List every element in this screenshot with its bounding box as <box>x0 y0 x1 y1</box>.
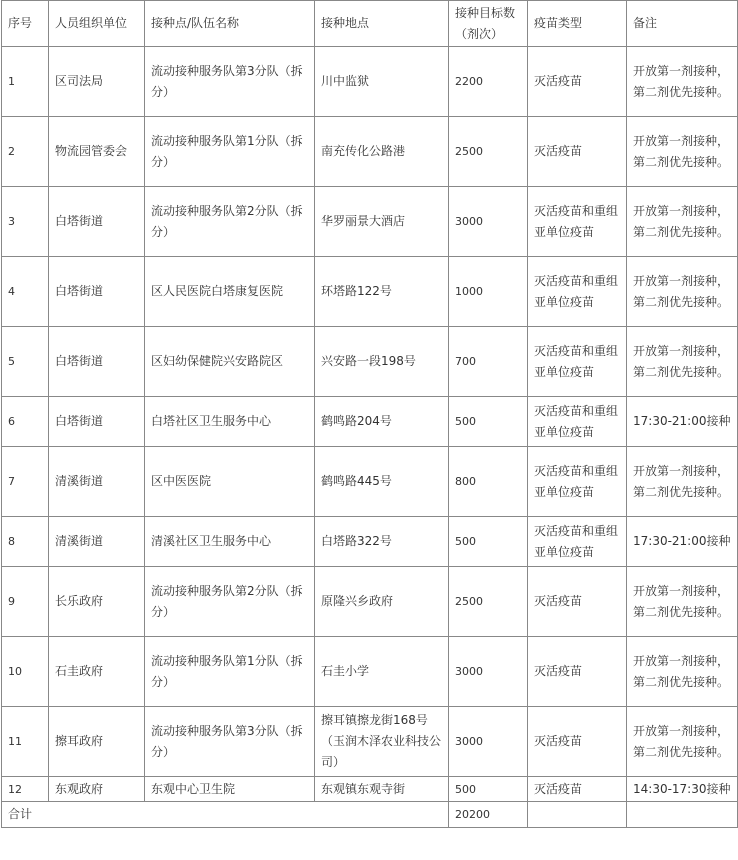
cell-site: 流动接种服务队第1分队（拆分） <box>145 117 315 187</box>
cell-site: 区人民医院白塔康复医院 <box>145 257 315 327</box>
cell-org: 白塔街道 <box>49 257 145 327</box>
cell-target: 500 <box>449 397 528 447</box>
cell-vaccine: 灭活疫苗和重组亚单位疫苗 <box>528 397 627 447</box>
cell-vaccine: 灭活疫苗和重组亚单位疫苗 <box>528 257 627 327</box>
cell-site: 区妇幼保健院兴安路院区 <box>145 327 315 397</box>
cell-remark: 开放第一剂接种，第二剂优先接种。 <box>627 707 738 777</box>
header-cell-vaccine: 疫苗类型 <box>528 1 627 47</box>
cell-remark: 开放第一剂接种，第二剂优先接种。 <box>627 637 738 707</box>
cell-site: 流动接种服务队第2分队（拆分） <box>145 187 315 257</box>
cell-vaccine: 灭活疫苗和重组亚单位疫苗 <box>528 517 627 567</box>
total-row <box>2 802 738 828</box>
header-cell-target: 接种目标数（剂次） <box>449 1 528 47</box>
table-row <box>2 257 738 327</box>
cell-location: 白塔路322号 <box>315 517 449 567</box>
table-row <box>2 47 738 117</box>
cell-site: 白塔社区卫生服务中心 <box>145 397 315 447</box>
cell-vaccine: 灭活疫苗 <box>528 47 627 117</box>
cell-remark: 开放第一剂接种，第二剂优先接种。 <box>627 327 738 397</box>
cell-remark: 17:30-21:00接种 <box>627 397 738 447</box>
cell-vaccine: 灭活疫苗 <box>528 637 627 707</box>
total-label: 合计 <box>2 802 449 828</box>
cell-remark: 17:30-21:00接种 <box>627 517 738 567</box>
cell-target: 3000 <box>449 707 528 777</box>
cell-vaccine: 灭活疫苗和重组亚单位疫苗 <box>528 327 627 397</box>
cell-remark: 14:30-17:30接种 <box>627 777 738 802</box>
cell-index: 8 <box>2 517 49 567</box>
cell-org: 清溪街道 <box>49 517 145 567</box>
cell-location: 鹤鸣路445号 <box>315 447 449 517</box>
table-row <box>2 447 738 517</box>
cell-target: 500 <box>449 777 528 802</box>
cell-target: 800 <box>449 447 528 517</box>
cell-target: 2500 <box>449 567 528 637</box>
cell-location: 石圭小学 <box>315 637 449 707</box>
cell-site: 流动接种服务队第3分队（拆分） <box>145 707 315 777</box>
cell-location: 川中监狱 <box>315 47 449 117</box>
cell-location: 原隆兴乡政府 <box>315 567 449 637</box>
cell-org: 东观政府 <box>49 777 145 802</box>
table-row <box>2 637 738 707</box>
cell-index: 10 <box>2 637 49 707</box>
cell-location: 华罗丽景大酒店 <box>315 187 449 257</box>
cell-org: 白塔街道 <box>49 327 145 397</box>
header-cell-site: 接种点/队伍名称 <box>145 1 315 47</box>
cell-vaccine: 灭活疫苗和重组亚单位疫苗 <box>528 447 627 517</box>
cell-index: 5 <box>2 327 49 397</box>
cell-index: 12 <box>2 777 49 802</box>
cell-target: 2500 <box>449 117 528 187</box>
table-row <box>2 117 738 187</box>
cell-target: 1000 <box>449 257 528 327</box>
cell-location: 环塔路122号 <box>315 257 449 327</box>
cell-org: 石圭政府 <box>49 637 145 707</box>
cell-location: 东观镇东观寺街 <box>315 777 449 802</box>
table-row <box>2 517 738 567</box>
total-empty-cell <box>528 802 627 828</box>
cell-remark: 开放第一剂接种，第二剂优先接种。 <box>627 47 738 117</box>
cell-location: 兴安路一段198号 <box>315 327 449 397</box>
header-cell-location: 接种地点 <box>315 1 449 47</box>
cell-index: 1 <box>2 47 49 117</box>
cell-index: 2 <box>2 117 49 187</box>
cell-index: 4 <box>2 257 49 327</box>
cell-target: 500 <box>449 517 528 567</box>
cell-target: 3000 <box>449 637 528 707</box>
cell-location: 擦耳镇擦龙街168号（玉润木泽农业科技公司） <box>315 707 449 777</box>
table-row <box>2 707 738 777</box>
cell-index: 9 <box>2 567 49 637</box>
header-cell-org: 人员组织单位 <box>49 1 145 47</box>
cell-remark: 开放第一剂接种，第二剂优先接种。 <box>627 257 738 327</box>
cell-org: 擦耳政府 <box>49 707 145 777</box>
cell-site: 流动接种服务队第3分队（拆分） <box>145 47 315 117</box>
cell-site: 清溪社区卫生服务中心 <box>145 517 315 567</box>
cell-vaccine: 灭活疫苗和重组亚单位疫苗 <box>528 187 627 257</box>
cell-org: 白塔街道 <box>49 397 145 447</box>
total-value: 20200 <box>449 802 528 828</box>
cell-vaccine: 灭活疫苗 <box>528 567 627 637</box>
cell-location: 鹤鸣路204号 <box>315 397 449 447</box>
table-row <box>2 777 738 802</box>
vaccination-table <box>1 0 738 828</box>
cell-vaccine: 灭活疫苗 <box>528 777 627 802</box>
table-row <box>2 187 738 257</box>
cell-site: 东观中心卫生院 <box>145 777 315 802</box>
table-row <box>2 397 738 447</box>
cell-site: 流动接种服务队第2分队（拆分） <box>145 567 315 637</box>
table-row <box>2 327 738 397</box>
cell-remark: 开放第一剂接种，第二剂优先接种。 <box>627 567 738 637</box>
cell-org: 物流园管委会 <box>49 117 145 187</box>
cell-org: 区司法局 <box>49 47 145 117</box>
cell-org: 长乐政府 <box>49 567 145 637</box>
cell-index: 6 <box>2 397 49 447</box>
header-cell-remark: 备注 <box>627 1 738 47</box>
cell-target: 3000 <box>449 187 528 257</box>
cell-vaccine: 灭活疫苗 <box>528 707 627 777</box>
cell-index: 3 <box>2 187 49 257</box>
cell-index: 11 <box>2 707 49 777</box>
table-row <box>2 567 738 637</box>
cell-remark: 开放第一剂接种，第二剂优先接种。 <box>627 447 738 517</box>
cell-site: 区中医医院 <box>145 447 315 517</box>
cell-site: 流动接种服务队第1分队（拆分） <box>145 637 315 707</box>
table-header-row <box>2 1 738 47</box>
cell-location: 南充传化公路港 <box>315 117 449 187</box>
total-empty-cell <box>627 802 738 828</box>
header-cell-index: 序号 <box>2 1 49 47</box>
cell-remark: 开放第一剂接种，第二剂优先接种。 <box>627 187 738 257</box>
cell-target: 2200 <box>449 47 528 117</box>
cell-remark: 开放第一剂接种，第二剂优先接种。 <box>627 117 738 187</box>
cell-org: 白塔街道 <box>49 187 145 257</box>
cell-target: 700 <box>449 327 528 397</box>
cell-vaccine: 灭活疫苗 <box>528 117 627 187</box>
cell-org: 清溪街道 <box>49 447 145 517</box>
cell-index: 7 <box>2 447 49 517</box>
